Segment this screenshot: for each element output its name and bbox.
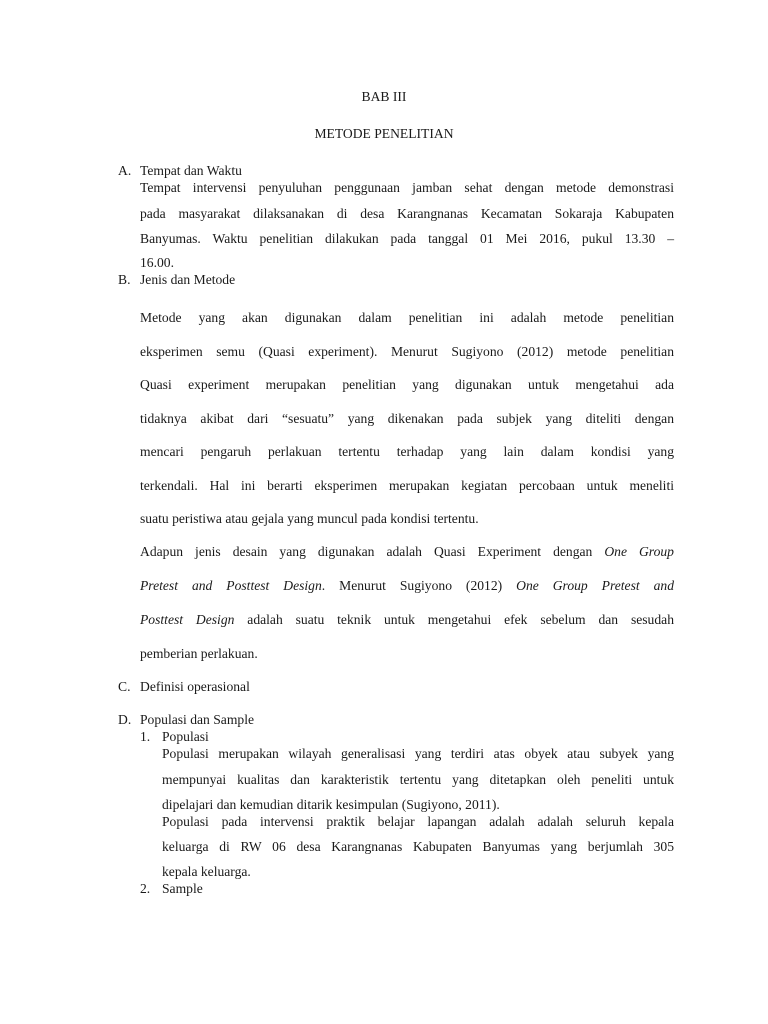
section-b-para-line: Quasi experiment merupakan penelitian yang digunakan untuk mengetahui ada	[140, 377, 674, 392]
section-d-heading: Populasi dan Sample	[140, 712, 255, 727]
section-b-para2-line	[140, 543, 674, 560]
section-a-line: Banyumas. Waktu penelitian dilakukan pada tanggal 01 Mei 2016, pukul 13.30 –	[140, 231, 674, 246]
subitem-2-label: Sample	[162, 881, 203, 896]
para2-italic: One Group	[604, 544, 674, 559]
para2-text: adalah suatu teknik untuk mengetahui efek sebelum dan sesudah	[247, 612, 674, 627]
section-b-para-line: mencari pengaruh perlakuan tertentu terhadap yang lain dalam kondisi yang	[140, 444, 674, 459]
section-b-para-line: suatu peristiwa atau gejala yang muncul pada kondisi tertentu.	[140, 511, 479, 526]
section-a-line: Tempat intervensi penyuluhan penggunaan jamban sehat dengan metode demonstrasi	[140, 180, 674, 195]
section-b-para-line: terkendali. Hal ini berarti eksperimen merupakan kegiatan percobaan untuk meneliti	[140, 478, 674, 493]
section-b-para-line: eksperimen semu (Quasi experiment). Menurut Sugiyono (2012) metode penelitian	[140, 344, 674, 359]
section-a-line: pada masyarakat dilaksanakan di desa Karangnanas Kecamatan Sokaraja Kabupaten	[140, 206, 674, 221]
chapter-title: METODE PENELITIAN	[314, 126, 454, 141]
section-b-para2-line: pemberian perlakuan.	[140, 646, 258, 661]
section-b-marker: B.	[118, 272, 131, 287]
section-a-marker: A.	[118, 163, 132, 178]
section-b-heading: Jenis dan Metode	[140, 272, 236, 287]
populasi-line: Populasi merupakan wilayah generalisasi yang terdiri atas obyek atau subyek yang	[162, 746, 674, 761]
section-b-para-line: tidaknya akibat dari “sesuatu” yang dikenakan pada subjek yang diteliti dengan	[140, 411, 674, 426]
para2-text: Adapun jenis desain yang digunakan adalah Quasi Experiment dengan	[140, 544, 593, 559]
populasi-line: dipelajari dan kemudian ditarik kesimpulan (Sugiyono, 2011).	[162, 797, 500, 812]
populasi-line: kepala keluarga.	[162, 864, 251, 879]
populasi-line: mempunyai kualitas dan karakteristik tertentu yang ditetapkan oleh peneliti untuk	[162, 772, 674, 787]
section-a-line: 16.00.	[140, 255, 174, 270]
subitem-1-label: Populasi	[162, 729, 209, 744]
section-c-marker: C.	[118, 679, 131, 694]
section-c-heading: Definisi operasional	[140, 679, 250, 694]
para2-text: . Menurut Sugiyono (2012)	[321, 578, 503, 593]
section-b-para2-line	[140, 611, 674, 628]
chapter-heading: BAB III	[361, 89, 407, 104]
subitem-1-marker: 1.	[140, 729, 151, 744]
section-a-heading: Tempat dan Waktu	[140, 163, 242, 178]
subitem-2-marker: 2.	[140, 881, 151, 896]
section-b-para2-line	[140, 577, 674, 594]
section-d-marker: D.	[118, 712, 132, 727]
section-b-para-line: Metode yang akan digunakan dalam penelitian ini adalah metode penelitian	[140, 310, 674, 325]
para2-italic: Pretest and Posttest Design	[140, 578, 322, 593]
para2-italic: Posttest Design	[140, 612, 235, 627]
para2-italic: One Group Pretest and	[516, 578, 674, 593]
populasi-line: Populasi pada intervensi praktik belajar lapangan adalah adalah seluruh kepala	[162, 814, 674, 829]
populasi-line: keluarga di RW 06 desa Karangnanas Kabupaten Banyumas yang berjumlah 305	[162, 839, 674, 854]
